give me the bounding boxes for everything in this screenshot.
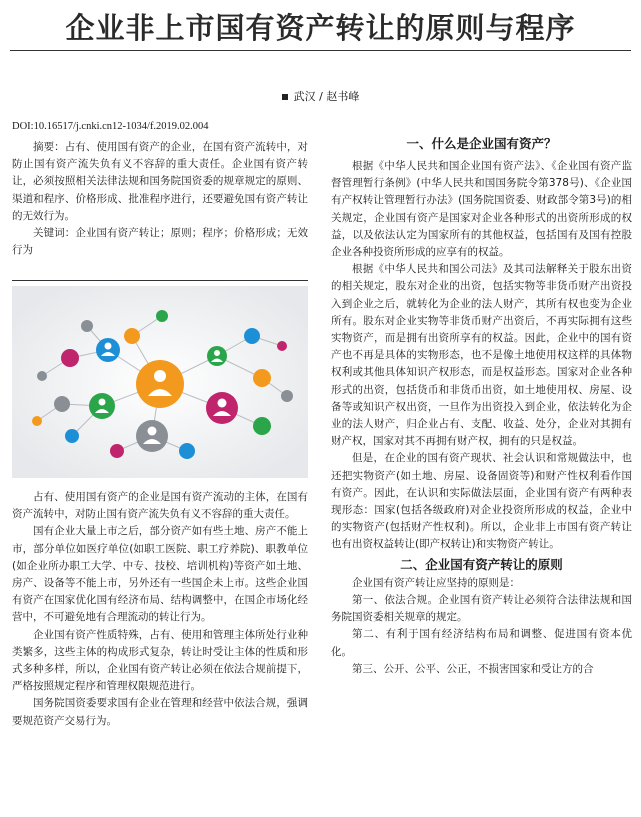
people-network-figure	[12, 286, 308, 478]
left-paragraph: 国有企业大量上市之后，部分资产如有些土地、房产不能上市，部分单位如医疗单位(如职工医院、职工疗养院)、职教单位(如企业所办职工大学、中专、技校、培训机构)等资产如土地、房产、设备等不能上市，另外还有一些国企未上市。这些企业国有资产在国家优化国有经济布局、结构调整中，在国企市场化经营中，不可避免地有合理流动的转让行为。	[12, 525, 308, 624]
author-line	[0, 88, 641, 104]
article-title: 企业非上市国有资产转让的原则与程序	[65, 11, 576, 45]
section2-heading: 二、企业国有资产转让的原则	[400, 556, 563, 572]
square-bullet-icon	[282, 94, 288, 100]
section2-paragraph: 第一、依法合规。企业国有资产转让必须符合法律法规和国务院国资委相关规章的规定。	[331, 594, 632, 624]
section2-paragraph: 企业国有资产转让应坚持的原则是：	[352, 576, 520, 589]
abstract-keywords: 关键词：企业国有资产转让；原则；程序；价格形成；无效行为	[12, 227, 308, 257]
abstract-rule	[12, 280, 308, 281]
abstract-summary: 摘要：占有、使用国有资产的企业，在国有资产流转中，对防止国有资产流失负有义不容辞的重大责任。企业国有资产转让，必须按照相关法律法规和国务院国资委的规章规定的原则、渠道和程序、价格形成、批准程序进行，还要避免国有资产转让的无效行为。	[12, 141, 308, 222]
section1-heading: 一、什么是企业国有资产？	[406, 136, 557, 151]
section2-paragraph: 第二、有利于国有经济结构布局和调整、促进国有资本优化。	[331, 628, 632, 658]
section1-paragraph: 根据《中华人民共和国企业国有资产法》、《企业国有资产监督管理暂行条例》(中华人民共和国国务院令第378号)、《企业国有产权转让管理暂行办法》(国务院国资委、财政部令第3号)的相关规定，企业国有资产是国家对企业各种形式的出资所形成的权益，以及依法认定为国家所有的其他权益，包括国有及国有控股企业各种投资所形成的应享有的权益。	[331, 160, 632, 259]
left-paragraph: 占有、使用国有资产的企业是国有资产流动的主体，在国有资产流转中，对防止国有资产流失负有义不容辞的重大责任。	[12, 491, 308, 521]
left-paragraph: 企业国有资产性质特殊，占有、使用和管理主体所处行业种类繁多，这些主体的构成形式复杂，转让时受让主体的性质和形式多种多样，所以，企业国有资产转让必须在依法合规前提下，严格按照规定程序和管理权限规范进行。	[12, 628, 308, 693]
people-network-icon	[12, 286, 308, 478]
title-rule	[10, 50, 631, 51]
doi: DOI:10.16517/j.cnki.cn12-1034/f.2019.02.004	[12, 121, 209, 132]
left-body	[12, 489, 308, 730]
left-paragraph: 国务院国资委要求国有企业在管理和经营中依法合规，强调要规范资产交易行为。	[12, 697, 308, 727]
section1-paragraph: 但是，在企业的国有资产现状、社会认识和常规做法中，也还把实物资产(如土地、房屋、设备固资等)和财产性权利看作国有资产。因此，在认识和实际做法层面，企业国有资产有两种表现形态：国家(包括各级政府)对企业投资所形成的权益，企业中的实物资产(包括财产性权利)。所以，企业非上市国有资产转让也有出资权益转让(即产权转让)和实物资产转让。	[331, 452, 632, 551]
abstract-block	[12, 139, 308, 259]
right-body	[331, 158, 632, 678]
author: 武汉 / 赵书峰	[293, 90, 360, 103]
section1-paragraph: 根据《中华人民共和国公司法》及其司法解释关于股东出资的相关规定，股东对企业的出资，包括实物等非货币财产出资投入到企业之后，就转化为企业的法人财产，其所有权也变为企业所有。股东对企业实物等非货币财产出资后，不再实际拥有这些实物资产，而是拥有出资所享有的权益。因此，企业中的国有资产也不再是具体的实物形态，也不是像土地使用权这样的具体物权利或其他具体知识产权形态，而是权益形态。国家对企业各种形式的出资，包括货币和非货币出资，如土地使用权、房屋、设备等或知识产权出资，一旦作为出资投入到企业，依法转化为企业的法人财产，归企业占有、支配、收益、处分，企业对其拥有财产权，国家对其不再拥有财产权，拥有的只是权益。	[331, 263, 632, 448]
section2-paragraph: 第三、公开、公平、公正，不损害国家和受让方的合	[352, 662, 594, 675]
